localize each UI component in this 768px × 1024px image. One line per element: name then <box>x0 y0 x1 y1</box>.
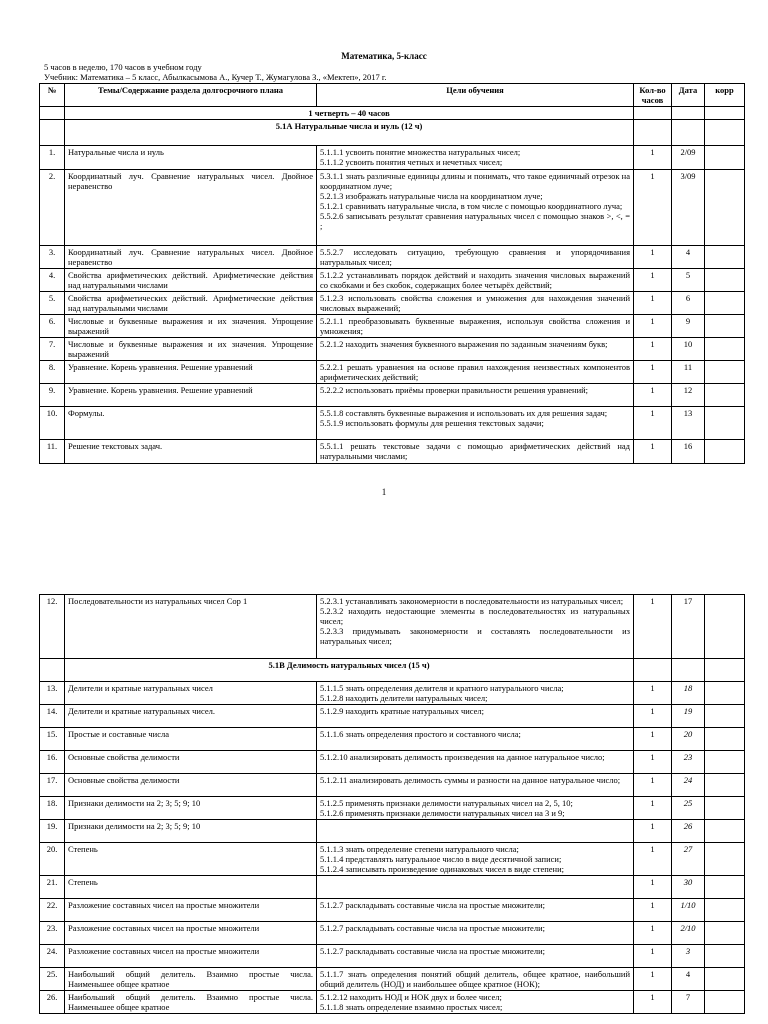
row-topic: Наибольший общий делитель. Взаимно простые числа. Наименьшее общее кратное <box>65 968 317 991</box>
goal-item: 5.1.2.7 раскладывать составные числа на простые множители; <box>320 900 545 910</box>
row-date: 3 <box>672 945 705 968</box>
row-topic: Координатный луч. Сравнение натуральных чисел. Двойное неравенство <box>65 170 317 246</box>
table-row <box>40 899 745 922</box>
row-date: 5 <box>672 269 705 292</box>
textbook-line: Учебник: Математика – 5 класс, Абылкасымова А., Кучер Т., Жумагулова З., «Мектеп», 2017 г. <box>44 72 387 82</box>
row-goals <box>317 682 634 705</box>
row-number: 22. <box>40 899 65 922</box>
table-row <box>40 876 745 899</box>
table-row <box>40 292 745 315</box>
row-number: 16. <box>40 751 65 774</box>
row-corr <box>705 797 745 820</box>
row-date: 16 <box>672 440 705 464</box>
goal-item: 5.5.1.9 использовать формулы для решения текстовых задачи; <box>320 418 544 428</box>
goal-item: 5.1.2.1 сравнивать натуральные числа, в том числе с помощью координатного луча; <box>320 201 623 211</box>
row-topic: Наибольший общий делитель. Взаимно простые числа. Наименьшее общее кратное <box>65 991 317 1014</box>
table-row <box>40 440 745 464</box>
row-number: 4. <box>40 269 65 292</box>
row-number: 14. <box>40 705 65 728</box>
row-date: 7 <box>672 991 705 1014</box>
goal-item: 5.1.2.11 анализировать делимость суммы и разности на данное натуральное число; <box>320 775 621 785</box>
goal-item: 5.2.1.3 изображать натуральные числа на координатном луче; <box>320 191 543 201</box>
row-number: 7. <box>40 338 65 361</box>
goal-item: 5.5.2.6 записывать результат сравнения натуральных чисел с помощью знаков >, <, = ; <box>320 211 630 231</box>
goal-item: 5.1.2.5 применять признаки делимости натуральных чисел на 2, 5, 10; <box>320 798 573 808</box>
goal-item: 5.2.3.1 устанавливать закономерности в последовательности из натуральных чисел; <box>320 596 624 606</box>
row-hours: 1 <box>634 682 672 705</box>
row-number: 11. <box>40 440 65 464</box>
goal-item: 5.1.2.12 находить НОД и НОК двух и более чисел; <box>320 992 502 1002</box>
row-hours: 1 <box>634 146 672 170</box>
row-corr <box>705 899 745 922</box>
row-date: 2/10 <box>672 922 705 945</box>
row-date: 27 <box>672 843 705 876</box>
goal-item: 5.1.2.7 раскладывать составные числа на простые множители; <box>320 923 545 933</box>
row-number: 8. <box>40 361 65 384</box>
row-corr <box>705 246 745 269</box>
table-row <box>40 751 745 774</box>
row-hours: 1 <box>634 338 672 361</box>
goal-item: 5.1.1.1 усвоить понятие множества натуральных чисел; <box>320 147 521 157</box>
goal-item: 5.3.1.1 знать различные единицы длины и понимать, что такое единичный отрезок на координатном луче; <box>320 171 630 191</box>
row-number: 24. <box>40 945 65 968</box>
row-number: 18. <box>40 797 65 820</box>
row-topic: Основные свойства делимости <box>65 774 317 797</box>
goal-item: 5.1.1.7 знать определения понятий общий делитель, общее кратное, наибольший общий делитель (НОД) и наибольшее общее кратное (НОК); <box>320 969 630 989</box>
table-row <box>40 269 745 292</box>
row-date: 3/09 <box>672 170 705 246</box>
row-number: 9. <box>40 384 65 407</box>
row-corr <box>705 315 745 338</box>
row-goals <box>317 945 634 968</box>
row-topic: Делители и кратные натуральных чисел <box>65 682 317 705</box>
goal-item: 5.1.2.9 находить кратные натуральных чисел; <box>320 706 485 716</box>
row-goals <box>317 843 634 876</box>
row-corr <box>705 728 745 751</box>
goal-item: 5.5.2.7 исследовать ситуацию, требующую сравнения и упорядочивания натуральных чисел; <box>320 247 630 267</box>
row-hours: 1 <box>634 899 672 922</box>
row-date: 12 <box>672 384 705 407</box>
row-number: 3. <box>40 246 65 269</box>
table-row <box>40 246 745 269</box>
row-corr <box>705 407 745 440</box>
row-goals <box>317 146 634 170</box>
row-goals <box>317 876 634 899</box>
row-date: 1/10 <box>672 899 705 922</box>
row-corr <box>705 384 745 407</box>
row-goals <box>317 797 634 820</box>
document-page-2 <box>0 580 768 1024</box>
row-topic: Разложение составных чисел на простые множители <box>65 899 317 922</box>
row-number: 23. <box>40 922 65 945</box>
table-row <box>40 820 745 843</box>
row-number: 2. <box>40 170 65 246</box>
table-row <box>40 922 745 945</box>
section-row <box>40 659 745 682</box>
row-corr <box>705 146 745 170</box>
plan-table-page-1 <box>39 83 745 464</box>
row-number: 13. <box>40 682 65 705</box>
row-goals <box>317 292 634 315</box>
row-hours: 1 <box>634 384 672 407</box>
row-corr <box>705 945 745 968</box>
row-date: 2/09 <box>672 146 705 170</box>
plan-table-page-2 <box>39 594 745 1014</box>
row-date: 4 <box>672 968 705 991</box>
row-goals <box>317 361 634 384</box>
row-corr <box>705 876 745 899</box>
goal-item: 5.1.2.8 находить делители натуральных чисел; <box>320 693 488 703</box>
row-corr <box>705 774 745 797</box>
row-hours: 1 <box>634 315 672 338</box>
row-date: 23 <box>672 751 705 774</box>
table-header-row <box>40 84 745 107</box>
row-hours: 1 <box>634 991 672 1014</box>
row-goals <box>317 705 634 728</box>
row-goals <box>317 991 634 1014</box>
section-row <box>40 120 745 146</box>
row-hours: 1 <box>634 269 672 292</box>
row-hours: 1 <box>634 922 672 945</box>
row-number: 6. <box>40 315 65 338</box>
row-hours: 1 <box>634 751 672 774</box>
row-date: 20 <box>672 728 705 751</box>
row-topic: Степень <box>65 843 317 876</box>
row-date: 9 <box>672 315 705 338</box>
row-date: 24 <box>672 774 705 797</box>
row-goals <box>317 968 634 991</box>
row-date: 10 <box>672 338 705 361</box>
goal-item: 5.2.3.2 находить недостающие элементы в последовательностях из натуральных чисел; <box>320 606 630 626</box>
row-hours: 1 <box>634 797 672 820</box>
row-topic: Разложение составных чисел на простые множители <box>65 945 317 968</box>
row-date: 30 <box>672 876 705 899</box>
row-number: 21. <box>40 876 65 899</box>
row-corr <box>705 968 745 991</box>
col-header-hours: Кол-во часов <box>634 84 672 107</box>
table-row <box>40 843 745 876</box>
row-date: 11 <box>672 361 705 384</box>
table-row <box>40 705 745 728</box>
table-row <box>40 407 745 440</box>
document-page-1 <box>0 0 768 510</box>
goal-item: 5.1.1.2 усвоить понятия четных и нечетных чисел; <box>320 157 503 167</box>
row-topic: Натуральные числа и нуль <box>65 146 317 170</box>
row-number: 26. <box>40 991 65 1014</box>
row-topic: Разложение составных чисел на простые множители <box>65 922 317 945</box>
table-row <box>40 968 745 991</box>
row-date: 25 <box>672 797 705 820</box>
row-corr <box>705 338 745 361</box>
goal-item: 5.2.2.1 решать уравнения на основе правил нахождения неизвестных компонентов арифметических действий; <box>320 362 630 382</box>
row-topic: Признаки делимости на 2; 3; 5; 9; 10 <box>65 797 317 820</box>
table-row <box>40 338 745 361</box>
goal-item: 5.1.1.4 представлять натуральное число в виде десятичной записи; <box>320 854 562 864</box>
table-row <box>40 384 745 407</box>
goal-item: 5.5.1.1 решать текстовые задачи с помощью арифметических действий над натуральными числами; <box>320 441 630 461</box>
row-number: 15. <box>40 728 65 751</box>
row-hours: 1 <box>634 774 672 797</box>
quarter-label: 1 четверть – 40 часов <box>65 107 634 120</box>
row-number: 17. <box>40 774 65 797</box>
table-row <box>40 361 745 384</box>
row-corr <box>705 170 745 246</box>
row-topic: Степень <box>65 876 317 899</box>
hours-line: 5 часов в неделю, 170 часов в учебном году <box>44 62 202 72</box>
row-date: 17 <box>672 595 705 659</box>
row-hours: 1 <box>634 843 672 876</box>
row-number: 12. <box>40 595 65 659</box>
row-corr <box>705 682 745 705</box>
row-topic: Числовые и буквенные выражения и их значения. Упрощение выражений <box>65 315 317 338</box>
table-row <box>40 682 745 705</box>
row-goals <box>317 774 634 797</box>
row-hours: 1 <box>634 292 672 315</box>
row-corr <box>705 843 745 876</box>
row-hours: 1 <box>634 407 672 440</box>
table-row <box>40 991 745 1014</box>
row-goals <box>317 269 634 292</box>
row-goals <box>317 751 634 774</box>
row-hours: 1 <box>634 361 672 384</box>
goal-item: 5.1.2.3 использовать свойства сложения и умножения для нахождения значений числовых выражений; <box>320 293 630 313</box>
row-corr <box>705 269 745 292</box>
goal-item: 5.1.2.6 применять признаки делимости натуральных чисел на 3 и 9; <box>320 808 565 818</box>
row-goals <box>317 407 634 440</box>
row-goals <box>317 315 634 338</box>
col-header-date: Дата <box>672 84 705 107</box>
row-hours: 1 <box>634 968 672 991</box>
row-goals <box>317 820 634 843</box>
row-hours: 1 <box>634 440 672 464</box>
table-row <box>40 315 745 338</box>
row-date: 18 <box>672 682 705 705</box>
table-row <box>40 728 745 751</box>
row-number: 20. <box>40 843 65 876</box>
row-topic: Последовательности из натуральных чисел Сор 1 <box>65 595 317 659</box>
row-goals <box>317 384 634 407</box>
row-topic: Свойства арифметических действий. Арифметические действия над натуральными числами <box>65 269 317 292</box>
row-topic: Числовые и буквенные выражения и их значения. Упрощение выражений <box>65 338 317 361</box>
table-row <box>40 797 745 820</box>
table-row <box>40 774 745 797</box>
row-hours: 1 <box>634 246 672 269</box>
row-date: 4 <box>672 246 705 269</box>
row-goals <box>317 170 634 246</box>
section-a-label: 5.1А Натуральные числа и нуль (12 ч) <box>65 120 634 146</box>
row-goals <box>317 440 634 464</box>
quarter-row <box>40 107 745 120</box>
goal-item: 5.1.1.6 знать определения простого и составного числа; <box>320 729 521 739</box>
goal-item: 5.1.1.8 знать определение взаимно простых чисел; <box>320 1002 503 1012</box>
col-header-number: № <box>40 84 65 107</box>
row-corr <box>705 705 745 728</box>
row-corr <box>705 292 745 315</box>
table-row <box>40 595 745 659</box>
page-number: 1 <box>381 487 387 497</box>
row-number: 19. <box>40 820 65 843</box>
row-topic: Формулы. <box>65 407 317 440</box>
row-goals <box>317 595 634 659</box>
row-hours: 1 <box>634 876 672 899</box>
row-corr <box>705 440 745 464</box>
row-topic: Признаки делимости на 2; 3; 5; 9; 10 <box>65 820 317 843</box>
row-topic: Решение текстовых задач. <box>65 440 317 464</box>
row-date: 26 <box>672 820 705 843</box>
goal-item: 5.1.2.10 анализировать делимость произведения на данное натуральное число; <box>320 752 605 762</box>
row-topic: Уравнение. Корень уравнения. Решение уравнений <box>65 384 317 407</box>
row-hours: 1 <box>634 170 672 246</box>
row-hours: 1 <box>634 945 672 968</box>
row-number: 5. <box>40 292 65 315</box>
goal-item: 5.2.2.2 использовать приёмы проверки правильности решения уравнений; <box>320 385 589 395</box>
goal-item: 5.2.1.1 преобразовывать буквенные выражения, используя свойства сложения и умножения; <box>320 316 630 336</box>
row-goals <box>317 899 634 922</box>
goal-item: 5.2.3.3 придумывать закономерности и составлять последовательности из натуральных чисел; <box>320 626 630 646</box>
table-row <box>40 170 745 246</box>
goal-item: 5.1.1.3 знать определение степени натурального числа; <box>320 844 519 854</box>
row-number: 10. <box>40 407 65 440</box>
row-topic: Делители и кратные натуральных чисел. <box>65 705 317 728</box>
row-hours: 1 <box>634 705 672 728</box>
row-corr <box>705 991 745 1014</box>
row-hours: 1 <box>634 595 672 659</box>
row-hours: 1 <box>634 728 672 751</box>
table-row <box>40 945 745 968</box>
goal-item: 5.1.2.7 раскладывать составные числа на простые множители; <box>320 946 545 956</box>
row-date: 13 <box>672 407 705 440</box>
row-hours: 1 <box>634 820 672 843</box>
row-topic: Координатный луч. Сравнение натуральных чисел. Двойное неравенство <box>65 246 317 269</box>
goal-item: 5.1.2.4 записывать произведение одинаковых чисел в виде степени; <box>320 864 564 874</box>
section-b-label: 5.1В Делимость натуральных чисел (15 ч) <box>65 659 634 682</box>
row-goals <box>317 246 634 269</box>
row-topic: Уравнение. Корень уравнения. Решение уравнений <box>65 361 317 384</box>
row-goals <box>317 338 634 361</box>
row-topic: Простые и составные числа <box>65 728 317 751</box>
table-row <box>40 146 745 170</box>
row-corr <box>705 595 745 659</box>
row-goals <box>317 728 634 751</box>
row-topic: Основные свойства делимости <box>65 751 317 774</box>
row-number: 1. <box>40 146 65 170</box>
col-header-corr: корр <box>705 84 745 107</box>
goal-item: 5.1.1.5 знать определения делителя и кратного натурального числа; <box>320 683 564 693</box>
goal-item: 5.1.2.2 устанавливать порядок действий и находить значения числовых выражений со скобками и без скобок, содержащих более четырёх действий; <box>320 270 630 290</box>
row-corr <box>705 751 745 774</box>
row-goals <box>317 922 634 945</box>
col-header-topic: Темы/Содержание раздела долгосрочного плана <box>65 84 317 107</box>
document-title: Математика, 5-класс <box>341 51 427 61</box>
row-number: 25. <box>40 968 65 991</box>
row-corr <box>705 922 745 945</box>
goal-item: 5.5.1.8 составлять буквенные выражения и использовать их для решения задач; <box>320 408 608 418</box>
row-corr <box>705 820 745 843</box>
row-topic: Свойства арифметических действий. Арифметические действия над натуральными числами <box>65 292 317 315</box>
row-date: 19 <box>672 705 705 728</box>
goal-item: 5.2.1.2 находить значения буквенного выражения по заданным значениям букв; <box>320 339 608 349</box>
row-date: 6 <box>672 292 705 315</box>
row-corr <box>705 361 745 384</box>
col-header-goals: Цели обучения <box>317 84 634 107</box>
